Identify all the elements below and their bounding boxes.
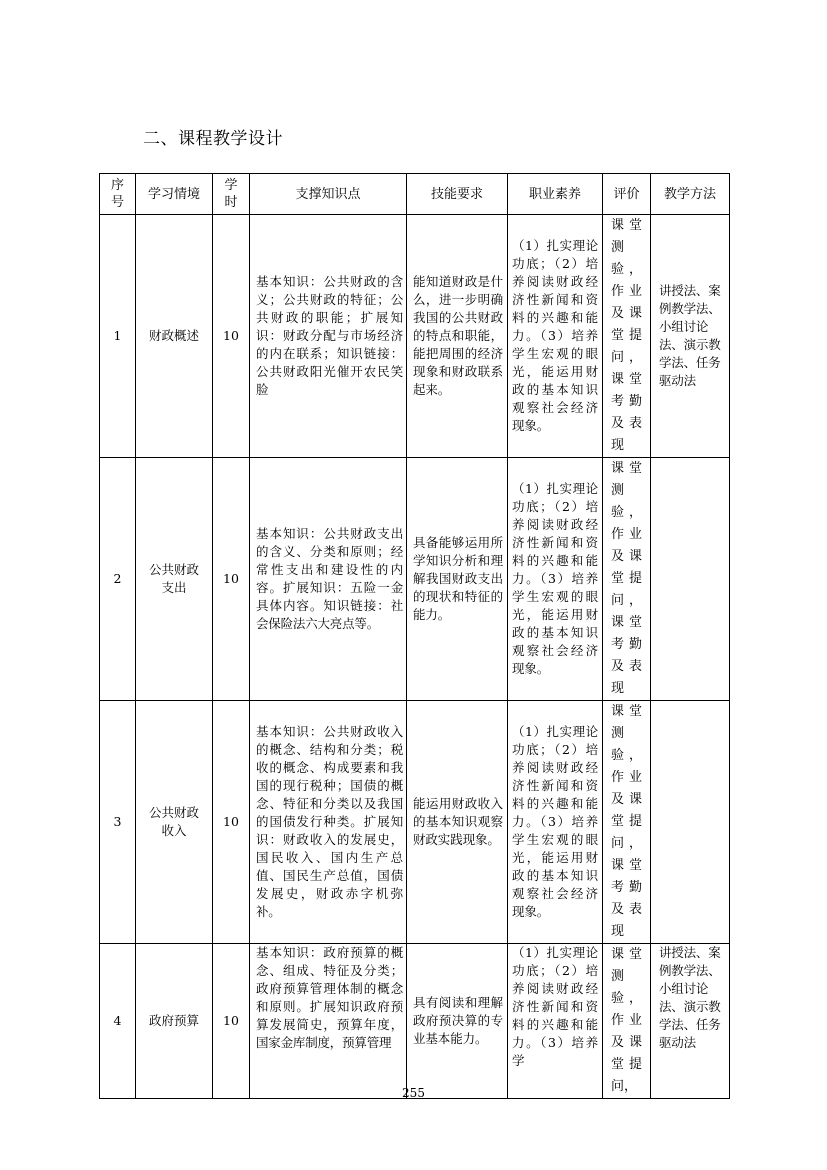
cell-context: 财政概述	[136, 215, 213, 458]
header-literacy: 职业素养	[508, 174, 603, 215]
cell-hours: 10	[213, 701, 250, 944]
header-context: 学习情境	[136, 174, 213, 215]
cell-evaluation: 课堂测验，作业及课堂提问，	[603, 944, 651, 1099]
cell-context: 政府预算	[136, 944, 213, 1099]
cell-context: 公共财政支出	[136, 458, 213, 701]
header-hours: 学时	[213, 174, 250, 215]
cell-evaluation: 课堂测验，作业及课堂提问，课堂考勤及表现	[603, 215, 651, 458]
cell-methods	[651, 701, 730, 944]
cell-hours: 10	[213, 458, 250, 701]
cell-no: 4	[100, 944, 136, 1099]
cell-literacy: （1）扎实理论功底；（2）培养阅读财政经济性新闻和资料的兴趣和能力。（3）培养学生宏观的眼光，能运用财政的基本知识观察社会经济现象。	[508, 215, 603, 458]
cell-literacy: （1）扎实理论功底；（2）培养阅读财政经济性新闻和资料的兴趣和能力。（3）培养学	[508, 944, 603, 1099]
cell-literacy: （1）扎实理论功底；（2）培养阅读财政经济性新闻和资料的兴趣和能力。（3）培养学生宏观的眼光，能运用财政的基本知识观察社会经济现象。	[508, 701, 603, 944]
cell-methods: 讲授法、案例教学法、小组讨论法、演示教学法、任务驱动法	[651, 944, 730, 1099]
cell-knowledge: 基本知识：政府预算的概念、组成、特征及分类；政府预算管理体制的概念和原则。扩展知识政府预算发展简史，预算年度，国家金库制度，预算管理	[250, 944, 407, 1099]
header-knowledge: 支撑知识点	[250, 174, 407, 215]
cell-methods: 讲授法、案例教学法、小组讨论法、演示教学法、任务驱动法	[651, 215, 730, 458]
header-row	[100, 174, 730, 215]
cell-no: 2	[100, 458, 136, 701]
cell-literacy: （1）扎实理论功底；（2）培养阅读财政经济性新闻和资料的兴趣和能力。（3）培养学生宏观的眼光，能运用财政的基本知识观察社会经济现象。	[508, 458, 603, 701]
table-row	[100, 215, 730, 458]
header-skill: 技能要求	[407, 174, 508, 215]
cell-no: 1	[100, 215, 136, 458]
table-row	[100, 944, 730, 1099]
cell-no: 3	[100, 701, 136, 944]
cell-knowledge: 基本知识：公共财政收入的概念、结构和分类；税收的概念、构成要素和我国的现行税种；国债的概念、特征和分类以及我国的国债发行种类。扩展知识：财政收入的发展史，国民收入、国内生产总值、国民生产总值，国债发展史，财政赤字机弥补。	[250, 701, 407, 944]
cell-evaluation: 课堂测验，作业及课堂提问，课堂考勤及表现	[603, 701, 651, 944]
table-row	[100, 458, 730, 701]
page-number: 255	[402, 1086, 425, 1100]
section-heading: 二、课程教学设计	[143, 129, 283, 149]
header-evaluation: 评价	[603, 174, 651, 215]
header-methods: 教学方法	[651, 174, 730, 215]
cell-evaluation: 课堂测验，作业及课堂提问，课堂考勤及表现	[603, 458, 651, 701]
cell-knowledge: 基本知识：公共财政支出的含义、分类和原则；经常性支出和建设性的内容。扩展知识：五险一金具体内容。知识链接：社会保险法六大亮点等。	[250, 458, 407, 701]
cell-skill: 能知道财政是什么，进一步明确我国的公共财政的特点和职能，能把周围的经济现象和财政联系起来。	[407, 215, 508, 458]
cell-hours: 10	[213, 215, 250, 458]
table-row	[100, 701, 730, 944]
cell-skill: 具备能够运用所学知识分析和理解我国财政支出的现状和特征的能力。	[407, 458, 508, 701]
course-design-table	[99, 173, 730, 1099]
header-no: 序号	[100, 174, 136, 215]
cell-skill: 能运用财政收入的基本知识观察财政实践现象。	[407, 701, 508, 944]
cell-context: 公共财政收入	[136, 701, 213, 944]
cell-hours: 10	[213, 944, 250, 1099]
cell-knowledge: 基本知识：公共财政的含义；公共财政的特征；公共财政的职能；扩展知识：财政分配与市场经济的内在联系；知识链接：公共财政阳光催开农民笑脸	[250, 215, 407, 458]
cell-methods	[651, 458, 730, 701]
cell-skill: 具有阅读和理解政府预决算的专业基本能力。	[407, 944, 508, 1099]
